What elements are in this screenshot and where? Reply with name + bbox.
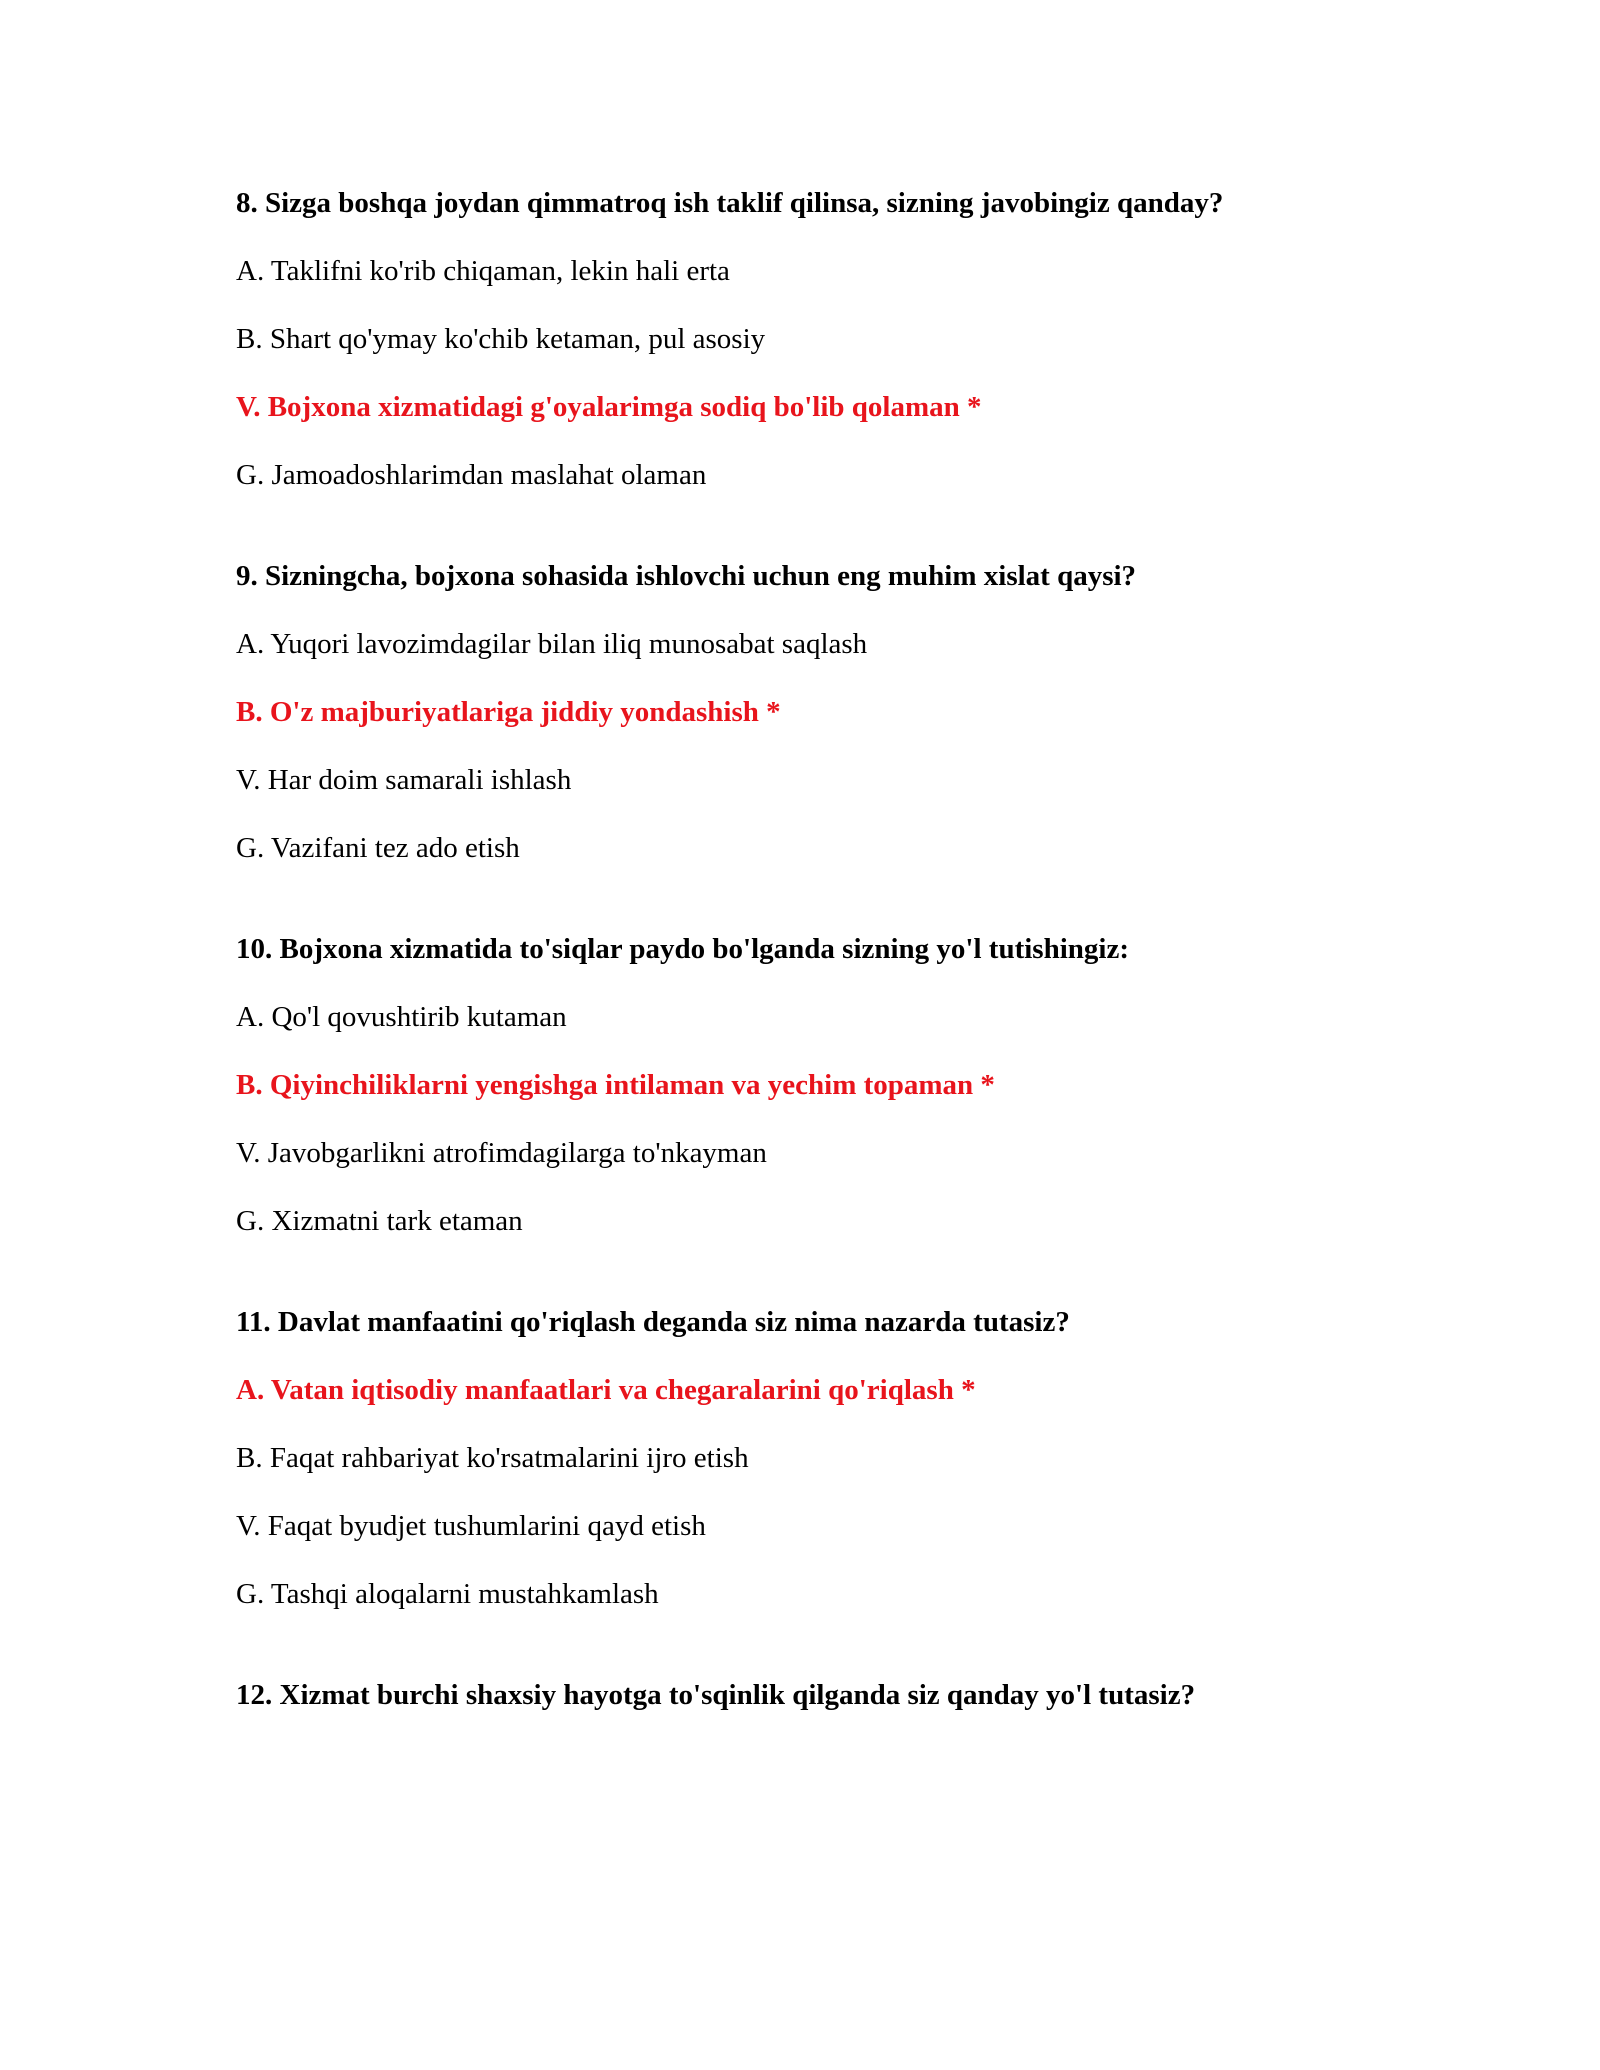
answer-option-g: G. Vazifani tez ado etish <box>236 832 520 864</box>
answer-option-v: V. Har doim samarali ishlash <box>236 764 572 796</box>
correct-answer-option-b: B. Qiyinchiliklarni yengishga intilaman va yechim topaman * <box>236 1069 995 1101</box>
correct-answer-option-b: B. O'z majburiyatlariga jiddiy yondashish * <box>236 696 781 728</box>
question-11 <box>236 1305 1436 1611</box>
answer-option-b: B. Faqat rahbariyat ko'rsatmalarini ijro etish <box>236 1442 749 1474</box>
question-10 <box>236 932 1436 1238</box>
question-text: 12. Xizmat burchi shaxsiy hayotga to'sqinlik qilganda siz qanday yo'l tutasiz? <box>236 1679 1196 1711</box>
answer-option-a: A. Yuqori lavozimdagilar bilan iliq munosabat saqlash <box>236 628 868 660</box>
question-12 <box>236 1678 1436 1712</box>
question-9 <box>236 559 1436 865</box>
question-8 <box>236 186 1436 492</box>
answer-option-g: G. Jamoadoshlarimdan maslahat olaman <box>236 459 707 491</box>
answer-option-a: A. Taklifni ko'rib chiqaman, lekin hali erta <box>236 255 730 287</box>
question-text: 8. Sizga boshqa joydan qimmatroq ish taklif qilinsa, sizning javobingiz qanday? <box>236 187 1224 219</box>
answer-option-b: B. Shart qo'ymay ko'chib ketaman, pul asosiy <box>236 323 766 355</box>
answer-option-g: G. Xizmatni tark etaman <box>236 1205 523 1237</box>
correct-answer-option-v: V. Bojxona xizmatidagi g'oyalarimga sodiq bo'lib qolaman * <box>236 391 982 423</box>
question-text: 11. Davlat manfaatini qo'riqlash deganda siz nima nazarda tutasiz? <box>236 1306 1070 1338</box>
correct-answer-option-a: A. Vatan iqtisodiy manfaatlari va chegaralarini qo'riqlash * <box>236 1374 976 1406</box>
question-text: 9. Sizningcha, bojxona sohasida ishlovchi uchun eng muhim xislat qaysi? <box>236 560 1137 592</box>
answer-option-g: G. Tashqi aloqalarni mustahkamlash <box>236 1578 659 1610</box>
answer-option-a: A. Qo'l qovushtirib kutaman <box>236 1001 567 1033</box>
question-text: 10. Bojxona xizmatida to'siqlar paydo bo'lganda sizning yo'l tutishingiz: <box>236 933 1129 965</box>
answer-option-v: V. Javobgarlikni atrofimdagilarga to'nkayman <box>236 1137 767 1169</box>
answer-option-v: V. Faqat byudjet tushumlarini qayd etish <box>236 1510 706 1542</box>
document-page <box>236 186 1436 1779</box>
